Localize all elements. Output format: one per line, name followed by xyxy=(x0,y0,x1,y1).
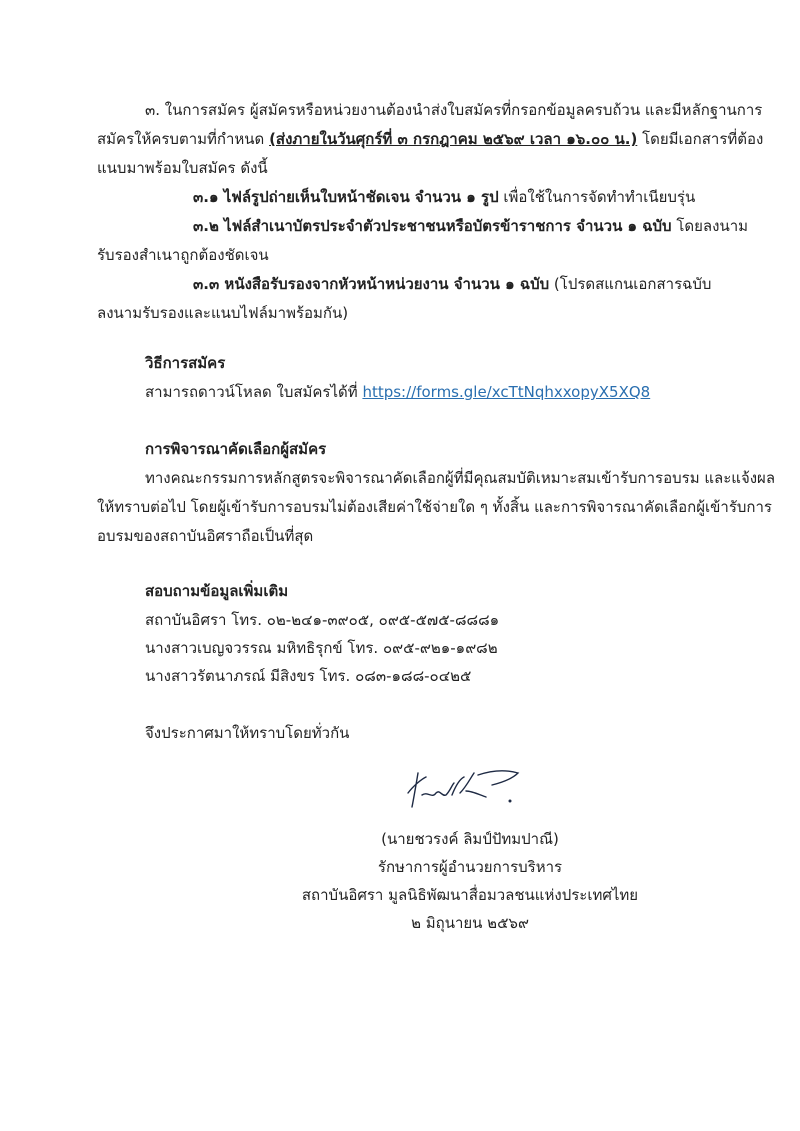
item-3-3 xyxy=(193,273,711,295)
item-3-2-rest: โดยลงนาม xyxy=(671,217,749,235)
section3-line2-post: โดยมีเอกสารที่ต้อง xyxy=(637,130,764,148)
section3-line2-pre: สมัครให้ครบตามที่กำหนด xyxy=(97,130,270,148)
signatory-name: (นายชวรงค์ ลิมป์ปัทมปาณี) xyxy=(381,830,559,848)
item-3-3-bold: ๓.๓ หนังสือรับรองจากหัวหน้าหน่วยงาน จำนวน ๑ ฉบับ xyxy=(193,275,550,293)
section3-line1: ๓. ในการสมัคร ผู้สมัครหรือหน่วยงานต้องนำส่งใบสมัครที่กรอกข้อมูลครบถ้วน และมีหลักฐานการ xyxy=(145,101,763,119)
closing-text: จึงประกาศมาให้ทราบโดยทั่วกัน xyxy=(145,724,350,742)
signatory-organization: สถาบันอิศรา มูลนิธิพัฒนาสื่อมวลชนแห่งประเทศไทย xyxy=(301,886,639,904)
item-3-3-line2: ลงนามรับรองและแนบไฟล์มาพร้อมกัน) xyxy=(97,304,349,322)
signatory-position: รักษาการผู้อำนวยการบริหาร xyxy=(377,858,563,876)
apply-heading: วิธีการสมัคร xyxy=(145,354,226,372)
item-3-1-rest: เพื่อใช้ในการจัดทำทำเนียบรุ่น xyxy=(498,188,696,206)
selection-line3: อบรมของสถาบันอิศราถือเป็นที่สุด xyxy=(97,527,314,545)
contact-heading: สอบถามข้อมูลเพิ่มเติม xyxy=(145,582,289,600)
contact-line2: นางสาวเบญจวรรณ มหิทธิรุกข์ โทร. ๐๙๕-๙๒๑-๑๙๘๒ xyxy=(145,639,498,657)
item-3-1-bold: ๓.๑ ไฟล์รูปถ่ายเห็นใบหน้าชัดเจน จำนวน ๑ รูป xyxy=(193,188,499,206)
deadline-text: (ส่งภายในวันศุกร์ที่ ๓ กรกฎาคม ๒๕๖๙ เวลา ๑๖.๐๐ น.) xyxy=(269,130,638,148)
item-3-2 xyxy=(193,215,748,237)
selection-line1: ทางคณะกรรมการหลักสูตรจะพิจารณาคัดเลือกผู้ที่มีคุณสมบัติเหมาะสมเข้ารับการอบรม และแจ้งผล xyxy=(145,469,776,487)
apply-text xyxy=(145,381,650,403)
item-3-3-rest: (โปรดสแกนเอกสารฉบับ xyxy=(549,275,712,293)
contact-line3: นางสาวรัตนาภรณ์ มีสิงขร โทร. ๐๘๓-๑๘๘-๐๔๒๕ xyxy=(145,667,472,685)
item-3-2-bold: ๓.๒ ไฟล์สำเนาบัตรประจำตัวประชาชนหรือบัตรข้าราชการ จำนวน ๑ ฉบับ xyxy=(193,217,672,235)
signature-block xyxy=(300,828,640,934)
contact-line1: สถาบันอิศรา โทร. ๐๒-๒๔๑-๓๙๐๕, ๐๙๕-๕๗๕-๘๘๘๑ xyxy=(145,611,500,629)
item-3-1 xyxy=(193,186,695,208)
announcement-date: ๒ มิถุนายน ๒๕๖๙ xyxy=(411,914,529,932)
application-form-link[interactable]: https://forms.gle/xcTtNqhxxopyX5XQ8 xyxy=(362,383,651,401)
handwritten-signature xyxy=(400,765,530,815)
selection-line2: ให้ทราบต่อไป โดยผู้เข้ารับการอบรมไม่ต้องเสียค่าใช้จ่ายใด ๆ ทั้งสิ้น และการพิจารณาคัดเลือกผู้เข้ารับการ xyxy=(97,498,772,516)
selection-heading: การพิจารณาคัดเลือกผู้สมัคร xyxy=(145,440,327,458)
section3-line3: แนบมาพร้อมใบสมัคร ดังนี้ xyxy=(97,159,268,177)
item-3-2-line2: รับรองสำเนาถูกต้องชัดเจน xyxy=(97,246,269,264)
section3-line2 xyxy=(97,128,763,150)
apply-text-label: สามารถดาวน์โหลด ใบสมัครได้ที่ xyxy=(145,383,363,401)
